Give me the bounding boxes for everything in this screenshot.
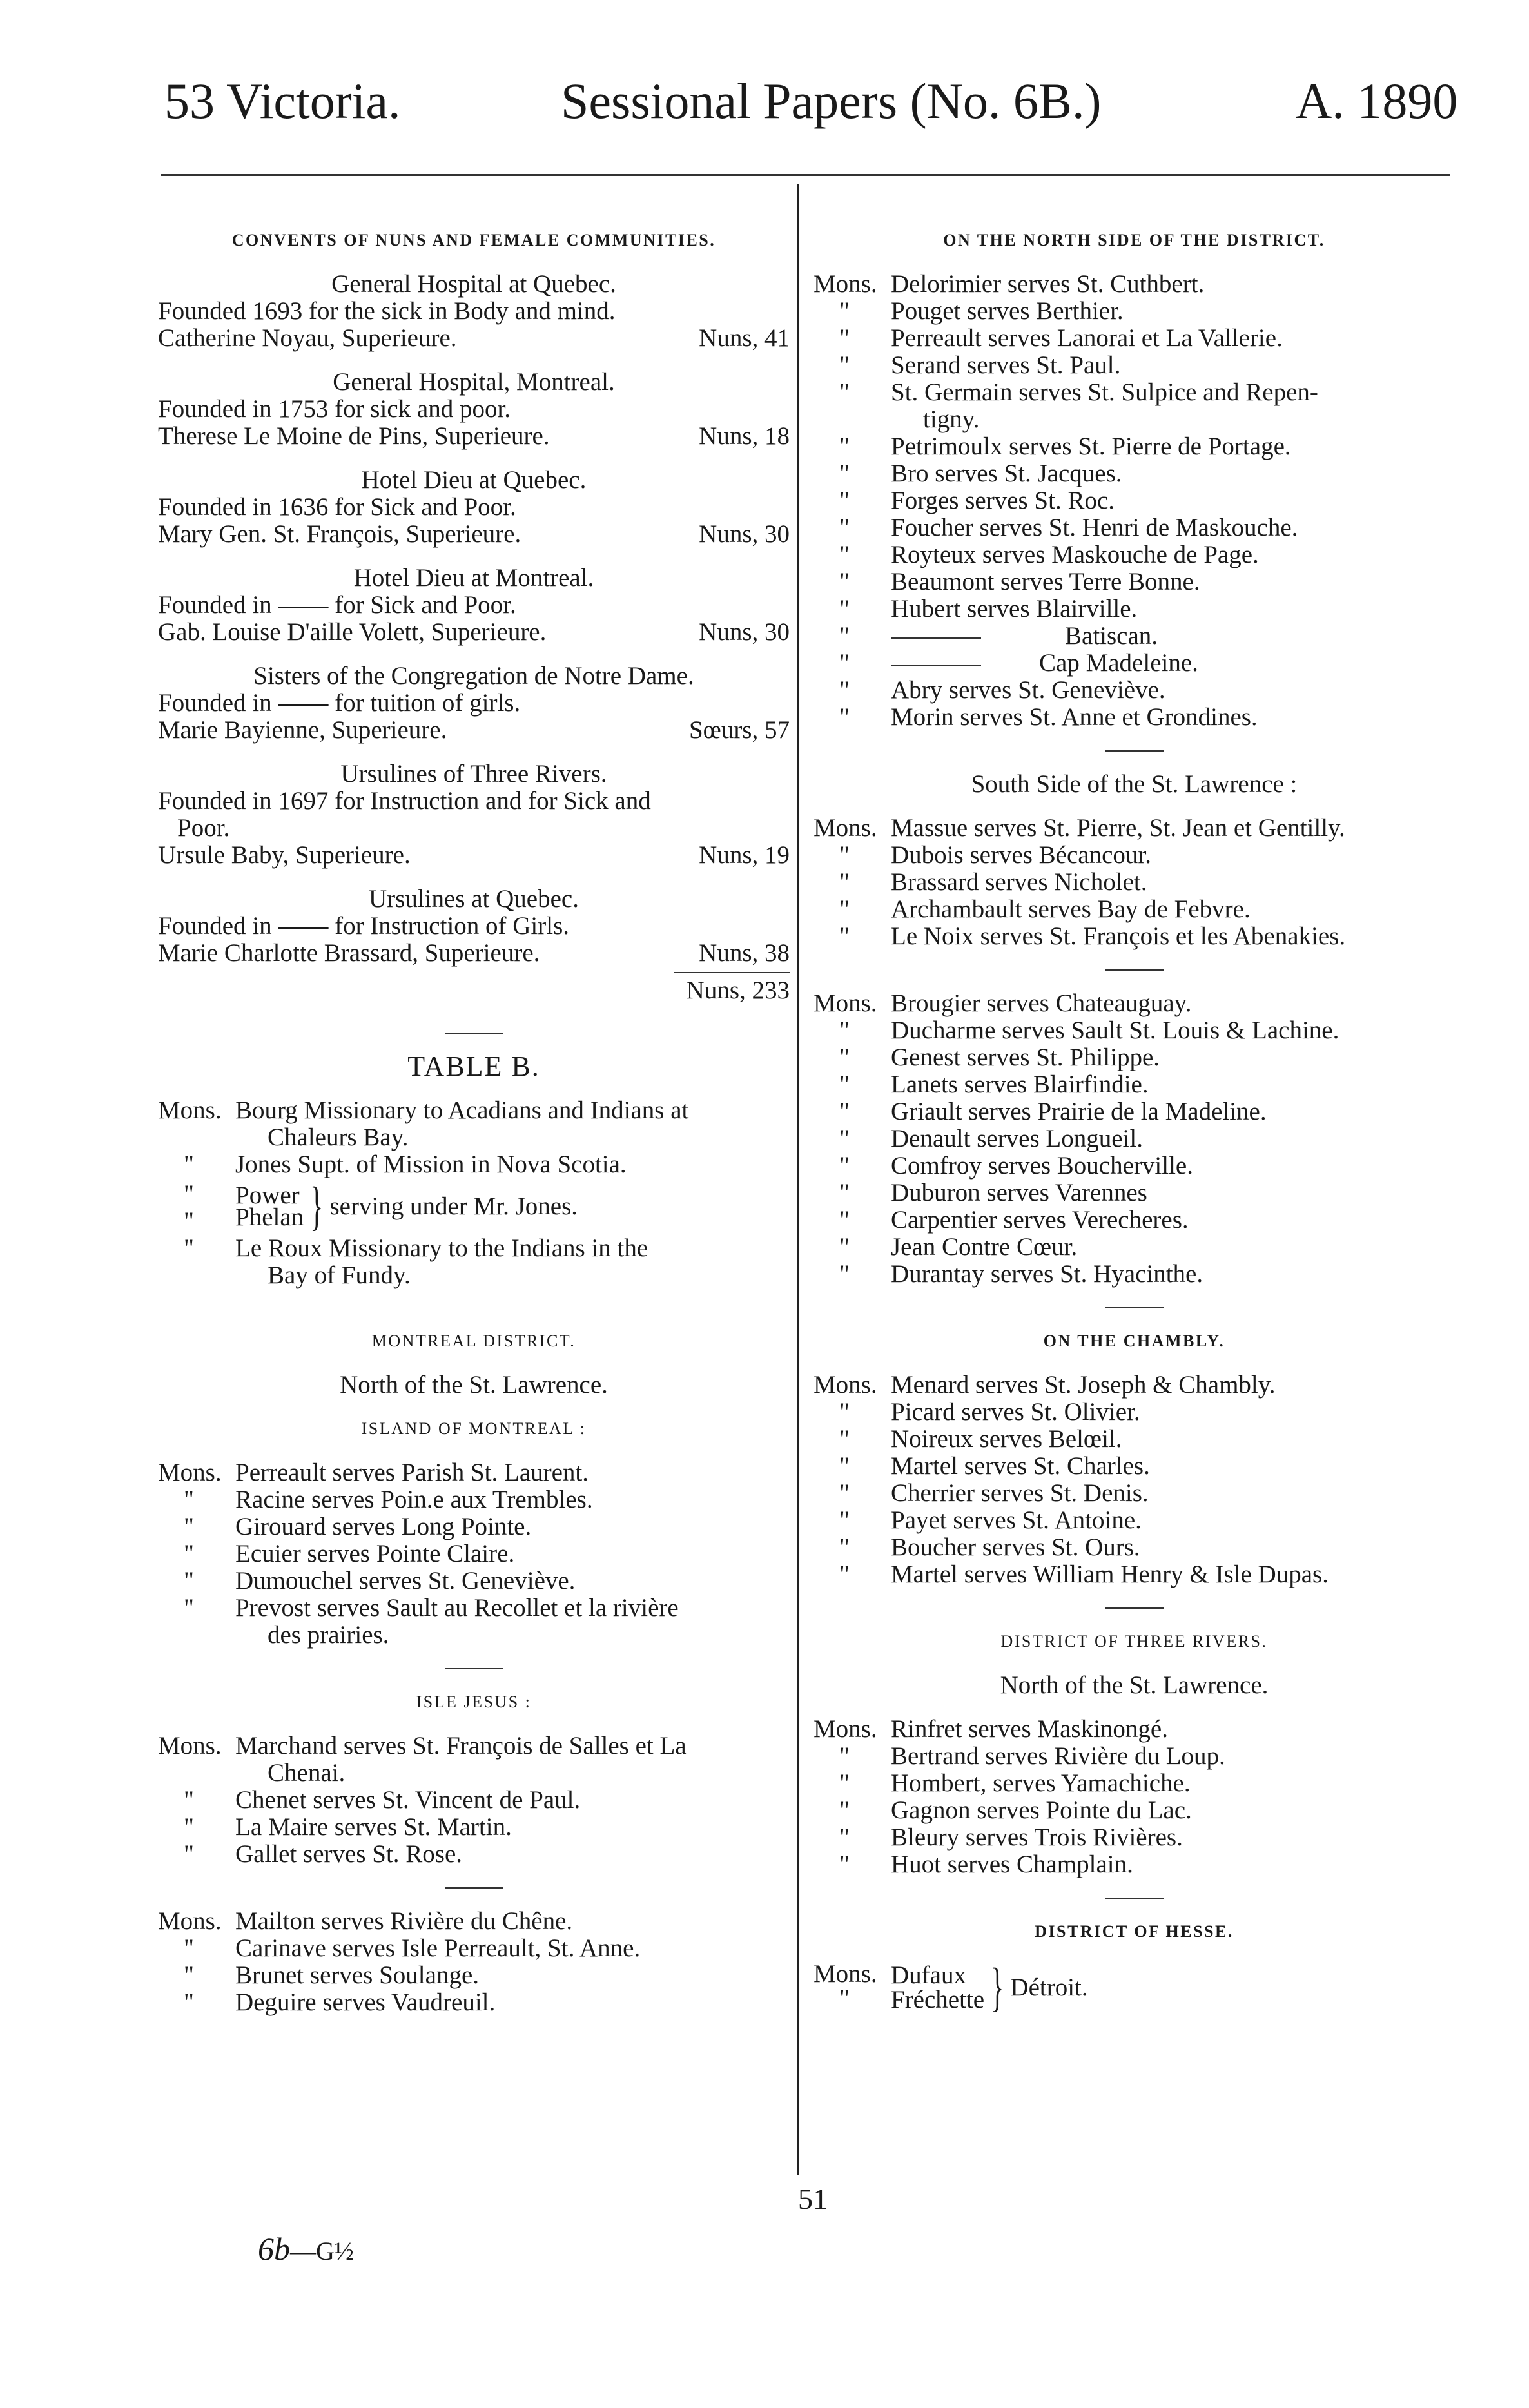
convent-count: Nuns, 41 bbox=[699, 324, 790, 352]
ditto-mark: " bbox=[839, 1506, 850, 1534]
list-item bbox=[813, 1797, 1455, 1824]
convent-title: Hotel Dieu at Montreal. bbox=[353, 564, 594, 592]
list-item bbox=[813, 1743, 1455, 1770]
brace-icon: } bbox=[310, 1176, 324, 1236]
ditto-mark: " bbox=[839, 1479, 850, 1507]
list-item bbox=[813, 1399, 1455, 1426]
entry-text: Marchand serves St. François de Salles et La bbox=[235, 1732, 687, 1760]
list-item bbox=[813, 623, 1455, 650]
ditto-mark: " bbox=[184, 1151, 194, 1178]
entry-name: Dufaux bbox=[891, 1961, 966, 1989]
mons-prefix: Mons. bbox=[158, 1907, 222, 1935]
entry-name: Power bbox=[235, 1181, 300, 1209]
list-item bbox=[813, 1716, 1455, 1743]
three-rivers-heading: DISTRICT OF THREE RIVERS. bbox=[1000, 1632, 1268, 1651]
list-item bbox=[813, 271, 1455, 298]
entry-text: St. Germain serves St. Sulpice and Repen- bbox=[891, 378, 1318, 406]
convent-count: Nuns, 30 bbox=[699, 520, 790, 548]
entry-cont: Bay of Fundy. bbox=[268, 1261, 411, 1289]
entry-text: Batiscan. bbox=[1065, 622, 1158, 650]
mons-prefix: Mons. bbox=[158, 1459, 222, 1486]
ditto-mark: " bbox=[839, 922, 850, 950]
entry-text: Abry serves St. Geneviève. bbox=[891, 676, 1165, 704]
list-item bbox=[813, 1770, 1455, 1797]
ditto-mark: " bbox=[839, 895, 850, 923]
entry-text: Dubois serves Bécancour. bbox=[891, 841, 1151, 869]
entry-cont: Chaleurs Bay. bbox=[268, 1123, 409, 1151]
convent-list bbox=[158, 271, 790, 1004]
entry-text: Carinave serves Isle Perreault, St. Anne. bbox=[235, 1934, 641, 1962]
three-rivers-subheading: North of the St. Lawrence. bbox=[1000, 1671, 1269, 1699]
island-heading: ISLAND OF MONTREAL : bbox=[361, 1419, 587, 1438]
list-item bbox=[813, 1480, 1455, 1507]
left-column bbox=[158, 193, 790, 2016]
convent-title: Sisters of the Congregation de Notre Dame. bbox=[253, 662, 694, 690]
entry-text: Ducharme serves Sault St. Louis & Lachine. bbox=[891, 1016, 1339, 1044]
ditto-mark: " bbox=[184, 1513, 194, 1540]
ditto-mark: " bbox=[839, 568, 850, 596]
entry-text: Duburon serves Varennes bbox=[891, 1179, 1147, 1207]
section-rule bbox=[1105, 1898, 1164, 1899]
signature-mark bbox=[258, 2230, 354, 2267]
convent-entry bbox=[158, 761, 790, 869]
ditto-mark: " bbox=[184, 1180, 194, 1208]
convent-superior: Therese Le Moine de Pins, Superieure. bbox=[158, 422, 550, 450]
convents-heading: CONVENTS OF NUNS AND FEMALE COMMUNITIES. bbox=[231, 231, 716, 249]
entry-text: Forges serves St. Roc. bbox=[891, 487, 1115, 514]
ditto-mark: " bbox=[839, 1533, 850, 1561]
ditto-mark: " bbox=[184, 1961, 194, 1989]
list-item bbox=[813, 1261, 1455, 1288]
list-item bbox=[158, 1459, 790, 1486]
entry-text: Comfroy serves Boucherville. bbox=[891, 1152, 1193, 1180]
list-item bbox=[158, 1814, 790, 1841]
entry-text: Pouget serves Berthier. bbox=[891, 297, 1124, 325]
ditto-mark: " bbox=[839, 622, 850, 650]
list-item bbox=[158, 1908, 790, 1935]
montreal-heading: MONTREAL DISTRICT. bbox=[371, 1332, 576, 1350]
entry-text: Bertrand serves Rivière du Loup. bbox=[891, 1742, 1225, 1770]
entry-text: Beaumont serves Terre Bonne. bbox=[891, 568, 1200, 596]
list-item bbox=[813, 596, 1455, 623]
entry-text: Deguire serves Vaudreuil. bbox=[235, 1988, 496, 2016]
entry-text: Lanets serves Blairfindie. bbox=[891, 1071, 1149, 1098]
west-list bbox=[158, 1908, 790, 2016]
three-rivers-list bbox=[813, 1716, 1455, 1878]
south-side-heading: South Side of the St. Lawrence : bbox=[971, 770, 1298, 798]
list-item bbox=[813, 1125, 1455, 1152]
convent-founded: Founded in —— for Sick and Poor. bbox=[158, 591, 516, 619]
section-rule bbox=[1105, 1307, 1164, 1308]
list-item bbox=[813, 1372, 1455, 1399]
entry-text: Bro serves St. Jacques. bbox=[891, 460, 1122, 487]
entry-text: Foucher serves St. Henri de Maskouche. bbox=[891, 514, 1298, 541]
mons-prefix: Mons. bbox=[813, 989, 877, 1017]
isle-jesus-heading: ISLE JESUS : bbox=[416, 1693, 532, 1711]
entry-text: Royteux serves Maskouche de Page. bbox=[891, 541, 1259, 568]
entry-text: Girouard serves Long Pointe. bbox=[235, 1513, 532, 1540]
ditto-mark: " bbox=[839, 1823, 850, 1851]
chambly-list bbox=[813, 1372, 1455, 1588]
section-rule bbox=[1105, 1607, 1164, 1609]
north-side-list bbox=[813, 271, 1455, 731]
entry-cont: Chenai. bbox=[268, 1759, 346, 1787]
convent-entry bbox=[158, 369, 790, 450]
entry-text: Martel serves William Henry & Isle Dupas. bbox=[891, 1560, 1329, 1588]
running-head-year: A. 1890 bbox=[1296, 73, 1458, 129]
convent-founded-cont: Poor. bbox=[177, 814, 230, 842]
list-item bbox=[813, 815, 1455, 842]
entry-text: Huot serves Champlain. bbox=[891, 1850, 1133, 1878]
convent-count: Nuns, 38 bbox=[699, 939, 790, 967]
list-item bbox=[158, 1989, 790, 2016]
ditto-mark: " bbox=[839, 1425, 850, 1453]
ditto-mark: " bbox=[839, 595, 850, 623]
convent-superior: Mary Gen. St. François, Superieure. bbox=[158, 520, 521, 548]
entry-cont: tigny. bbox=[923, 405, 980, 433]
list-item bbox=[813, 1234, 1455, 1261]
list-item bbox=[158, 1097, 790, 1151]
ditto-mark: " bbox=[839, 1796, 850, 1824]
blank-dash bbox=[891, 637, 981, 639]
entry-text: Jones Supt. of Mission in Nova Scotia. bbox=[235, 1151, 627, 1178]
list-item bbox=[813, 1017, 1455, 1044]
total-rule bbox=[674, 972, 790, 973]
ditto-mark: " bbox=[839, 1152, 850, 1180]
ditto-mark: " bbox=[184, 1540, 194, 1568]
ditto-mark: " bbox=[184, 1786, 194, 1814]
entry-text: Petrimoulx serves St. Pierre de Portage. bbox=[891, 432, 1291, 460]
ditto-mark: " bbox=[839, 514, 850, 541]
section-rule bbox=[1105, 969, 1164, 971]
entry-text: Dumouchel serves St. Geneviève. bbox=[235, 1567, 576, 1595]
mons-prefix: Mons. bbox=[813, 814, 877, 842]
mons-prefix: Mons. bbox=[813, 1715, 877, 1743]
convent-entry bbox=[158, 467, 790, 548]
list-item bbox=[813, 1534, 1455, 1561]
entry-text: Morin serves St. Anne et Grondines. bbox=[891, 703, 1258, 731]
ditto-mark: " bbox=[839, 1206, 850, 1234]
list-item bbox=[813, 1824, 1455, 1851]
isle-jesus-list bbox=[158, 1733, 790, 1868]
ditto-mark: " bbox=[839, 1179, 850, 1207]
entry-text: Payet serves St. Antoine. bbox=[891, 1506, 1142, 1534]
list-item bbox=[813, 842, 1455, 869]
convent-title: General Hospital, Montreal. bbox=[333, 368, 615, 396]
page-number: 51 bbox=[798, 2182, 828, 2215]
entry-text: Chenet serves St. Vincent de Paul. bbox=[235, 1786, 581, 1814]
entry-text: Boucher serves St. Ours. bbox=[891, 1533, 1140, 1561]
entry-text: Archambault serves Bay de Febvre. bbox=[891, 895, 1251, 923]
list-item bbox=[813, 1453, 1455, 1480]
entry-text: Carpentier serves Verecheres. bbox=[891, 1206, 1189, 1234]
table-b-title: TABLE B. bbox=[407, 1051, 540, 1082]
list-item bbox=[158, 1486, 790, 1513]
ditto-mark: " bbox=[839, 1769, 850, 1797]
ditto-mark: " bbox=[839, 1560, 850, 1588]
entry-text: Bleury serves Trois Rivières. bbox=[891, 1823, 1183, 1851]
list-item bbox=[813, 923, 1455, 950]
ditto-mark: " bbox=[839, 351, 850, 379]
list-item bbox=[813, 1851, 1455, 1878]
ditto-mark: " bbox=[839, 1398, 850, 1426]
list-item bbox=[813, 990, 1455, 1017]
list-item bbox=[813, 1044, 1455, 1071]
ditto-mark: " bbox=[839, 324, 850, 352]
convent-founded: Founded in 1697 for Instruction and for Sick and bbox=[158, 787, 651, 815]
entry-text: Perreault serves Parish St. Laurent. bbox=[235, 1459, 589, 1486]
list-item bbox=[813, 677, 1455, 704]
ditto-mark: " bbox=[184, 1988, 194, 2016]
list-item bbox=[813, 896, 1455, 923]
brace-icon: } bbox=[991, 1957, 1004, 2017]
list-item bbox=[813, 1152, 1455, 1180]
south-side-list bbox=[813, 815, 1455, 950]
mons-prefix: Mons. bbox=[158, 1096, 222, 1124]
list-item bbox=[813, 704, 1455, 731]
list-item bbox=[158, 1787, 790, 1814]
ditto-mark: " bbox=[839, 1016, 850, 1044]
entry-text: Picard serves St. Olivier. bbox=[891, 1398, 1140, 1426]
entry-text: Durantay serves St. Hyacinthe. bbox=[891, 1260, 1203, 1288]
mons-prefix: Mons. bbox=[813, 270, 877, 298]
chambly-heading: ON THE CHAMBLY. bbox=[1043, 1332, 1225, 1350]
blank-dash bbox=[891, 665, 981, 666]
convent-entry bbox=[158, 271, 790, 352]
entry-text: Brougier serves Chateauguay. bbox=[891, 989, 1192, 1017]
nuns-total: Nuns, 233 bbox=[686, 976, 790, 1004]
convent-count: Sœurs, 57 bbox=[688, 716, 790, 744]
ditto-mark: " bbox=[839, 541, 850, 568]
ditto-mark: " bbox=[839, 487, 850, 514]
list-item bbox=[813, 514, 1455, 541]
mons-prefix: Mons. bbox=[813, 1371, 877, 1399]
entry-text: Denault serves Longueil. bbox=[891, 1125, 1143, 1152]
entry-text: serving under Mr. Jones. bbox=[329, 1192, 578, 1220]
convent-founded: Founded 1693 for the sick in Body and mind. bbox=[158, 297, 616, 325]
convent-founded: Founded in 1636 for Sick and Poor. bbox=[158, 493, 516, 521]
convent-entry bbox=[158, 886, 790, 967]
convent-count: Nuns, 18 bbox=[699, 422, 790, 450]
entry-text: Prevost serves Sault au Recollet et la rivière bbox=[235, 1594, 679, 1622]
mons-prefix: Mons. bbox=[813, 1960, 877, 1988]
list-item bbox=[813, 1207, 1455, 1234]
signature-part: —G½ bbox=[290, 2237, 354, 2266]
ditto-mark: " bbox=[184, 1840, 194, 1868]
entry-text: Martel serves St. Charles. bbox=[891, 1452, 1150, 1480]
convent-founded: Founded in 1753 for sick and poor. bbox=[158, 395, 511, 423]
list-item bbox=[813, 298, 1455, 325]
list-item bbox=[158, 1540, 790, 1568]
entry-text: Gallet serves St. Rose. bbox=[235, 1840, 463, 1868]
island-list bbox=[158, 1459, 790, 1649]
ditto-mark: " bbox=[839, 1850, 850, 1878]
convent-count: Nuns, 19 bbox=[699, 841, 790, 869]
ditto-mark: " bbox=[184, 1567, 194, 1595]
list-item bbox=[813, 1426, 1455, 1453]
list-item bbox=[158, 1178, 790, 1235]
convent-superior: Ursule Baby, Superieure. bbox=[158, 841, 411, 869]
convent-superior: Marie Charlotte Brassard, Superieure. bbox=[158, 939, 540, 967]
list-item bbox=[813, 869, 1455, 896]
mons-prefix: Mons. bbox=[158, 1732, 222, 1760]
list-item bbox=[813, 1098, 1455, 1125]
convent-superior: Marie Bayienne, Superieure. bbox=[158, 716, 447, 744]
list-item bbox=[813, 1957, 1455, 2017]
running-head-left: 53 Victoria. bbox=[164, 73, 401, 129]
ditto-mark: " bbox=[839, 703, 850, 731]
ditto-mark: " bbox=[839, 1125, 850, 1152]
entry-text: Rinfret serves Maskinongé. bbox=[891, 1715, 1168, 1743]
entry-text: Brassard serves Nicholet. bbox=[891, 868, 1147, 896]
ditto-mark: " bbox=[839, 1044, 850, 1071]
entry-text: Le Noix serves St. François et les Abenakies. bbox=[891, 922, 1346, 950]
ditto-mark: " bbox=[184, 1486, 194, 1513]
list-item bbox=[813, 487, 1455, 514]
convent-entry bbox=[158, 565, 790, 646]
convent-superior: Catherine Noyau, Superieure. bbox=[158, 324, 457, 352]
entry-text: La Maire serves St. Martin. bbox=[235, 1813, 512, 1841]
section-rule bbox=[445, 1033, 503, 1034]
list-item bbox=[813, 352, 1455, 379]
entry-text: Serand serves St. Paul. bbox=[891, 351, 1121, 379]
ditto-mark: " bbox=[184, 1813, 194, 1841]
entry-text: Racine serves Poin.e aux Trembles. bbox=[235, 1486, 593, 1513]
list-item bbox=[813, 568, 1455, 596]
list-item bbox=[813, 460, 1455, 487]
ditto-mark: " bbox=[839, 1985, 850, 2012]
ditto-mark: " bbox=[184, 1234, 194, 1262]
ditto-mark: " bbox=[839, 841, 850, 869]
list-item bbox=[158, 1151, 790, 1178]
section-rule bbox=[445, 1887, 503, 1889]
list-item bbox=[813, 325, 1455, 352]
signature-part: 6b bbox=[258, 2231, 290, 2267]
ditto-mark: " bbox=[184, 1594, 194, 1622]
north-side-heading: ON THE NORTH SIDE OF THE DISTRICT. bbox=[943, 231, 1325, 249]
convent-title: General Hospital at Quebec. bbox=[331, 270, 616, 298]
entry-text: Perreault serves Lanorai et La Vallerie. bbox=[891, 324, 1283, 352]
entry-name: Fréchette bbox=[891, 1986, 985, 2014]
entry-text: Hombert, serves Yamachiche. bbox=[891, 1769, 1191, 1797]
ditto-mark: " bbox=[839, 460, 850, 487]
convent-title: Ursulines of Three Rivers. bbox=[340, 760, 607, 788]
list-item bbox=[158, 1733, 790, 1787]
list-item bbox=[158, 1513, 790, 1540]
list-item bbox=[813, 379, 1455, 433]
list-item bbox=[158, 1235, 790, 1289]
section-rule bbox=[445, 1668, 503, 1669]
entry-text: Hubert serves Blairville. bbox=[891, 595, 1138, 623]
list-item bbox=[158, 1595, 790, 1649]
entry-text: Cherrier serves St. Denis. bbox=[891, 1479, 1149, 1507]
ditto-mark: " bbox=[839, 868, 850, 896]
section-rule bbox=[1105, 750, 1164, 752]
entry-text: Jean Contre Cœur. bbox=[891, 1233, 1078, 1261]
right-column bbox=[813, 193, 1455, 2017]
entry-text: Noireux serves Belœil. bbox=[891, 1425, 1122, 1453]
entry-text: Bourg Missionary to Acadians and Indians at bbox=[235, 1096, 689, 1124]
entry-text: Mailton serves Rivière du Chêne. bbox=[235, 1907, 573, 1935]
hesse-heading: DISTRICT OF HESSE. bbox=[1035, 1922, 1234, 1941]
convent-title: Hotel Dieu at Quebec. bbox=[361, 466, 587, 494]
entry-text: Détroit. bbox=[1010, 1974, 1088, 2001]
entry-text: Genest serves St. Philippe. bbox=[891, 1044, 1160, 1071]
list-item bbox=[158, 1962, 790, 1989]
ditto-mark: " bbox=[839, 432, 850, 460]
entry-text: Menard serves St. Joseph & Chambly. bbox=[891, 1371, 1276, 1399]
entry-text: Delorimier serves St. Cuthbert. bbox=[891, 270, 1205, 298]
column-divider bbox=[797, 184, 799, 2175]
list-item bbox=[813, 1507, 1455, 1534]
ditto-mark: " bbox=[839, 378, 850, 406]
ditto-mark: " bbox=[839, 1742, 850, 1770]
entry-text: Cap Madeleine. bbox=[1039, 649, 1198, 677]
ditto-mark: " bbox=[839, 297, 850, 325]
list-item bbox=[158, 1841, 790, 1868]
convent-count: Nuns, 30 bbox=[699, 618, 790, 646]
entry-text: Massue serves St. Pierre, St. Jean et Gentilly. bbox=[891, 814, 1345, 842]
montreal-subheading: North of the St. Lawrence. bbox=[340, 1371, 608, 1399]
ditto-mark: " bbox=[839, 649, 850, 677]
entry-text: Ecuier serves Pointe Claire. bbox=[235, 1540, 515, 1568]
convent-superior: Gab. Louise D'aille Volett, Superieure. bbox=[158, 618, 547, 646]
entry-name: Phelan bbox=[235, 1203, 304, 1231]
list-item bbox=[158, 1568, 790, 1595]
list-item bbox=[813, 1071, 1455, 1098]
ditto-mark: " bbox=[184, 1207, 194, 1235]
list-item bbox=[158, 1935, 790, 1962]
entry-cont: des prairies. bbox=[268, 1621, 389, 1649]
list-item bbox=[813, 1561, 1455, 1588]
list-item bbox=[813, 650, 1455, 677]
ditto-mark: " bbox=[184, 1934, 194, 1962]
convent-entry bbox=[158, 663, 790, 744]
ditto-mark: " bbox=[839, 1260, 850, 1288]
south-group-list bbox=[813, 990, 1455, 1288]
ditto-mark: " bbox=[839, 1452, 850, 1480]
table-b-list bbox=[158, 1097, 790, 1289]
list-item bbox=[813, 541, 1455, 568]
ditto-mark: " bbox=[839, 1098, 850, 1125]
running-head-title: Sessional Papers (No. 6B.) bbox=[561, 73, 1102, 129]
ditto-mark: " bbox=[839, 1233, 850, 1261]
convent-founded: Founded in —— for tuition of girls. bbox=[158, 689, 521, 717]
entry-text: Le Roux Missionary to the Indians in the bbox=[235, 1234, 648, 1262]
entry-text: Brunet serves Soulange. bbox=[235, 1961, 480, 1989]
convent-title: Ursulines at Quebec. bbox=[369, 885, 579, 913]
ditto-mark: " bbox=[839, 1071, 850, 1098]
list-item bbox=[813, 1180, 1455, 1207]
ditto-mark: " bbox=[839, 676, 850, 704]
header-rule bbox=[161, 174, 1450, 176]
convent-founded: Founded in —— for Instruction of Girls. bbox=[158, 912, 570, 940]
list-item bbox=[813, 433, 1455, 460]
entry-text: Gagnon serves Pointe du Lac. bbox=[891, 1796, 1192, 1824]
entry-text: Griault serves Prairie de la Madeline. bbox=[891, 1098, 1267, 1125]
